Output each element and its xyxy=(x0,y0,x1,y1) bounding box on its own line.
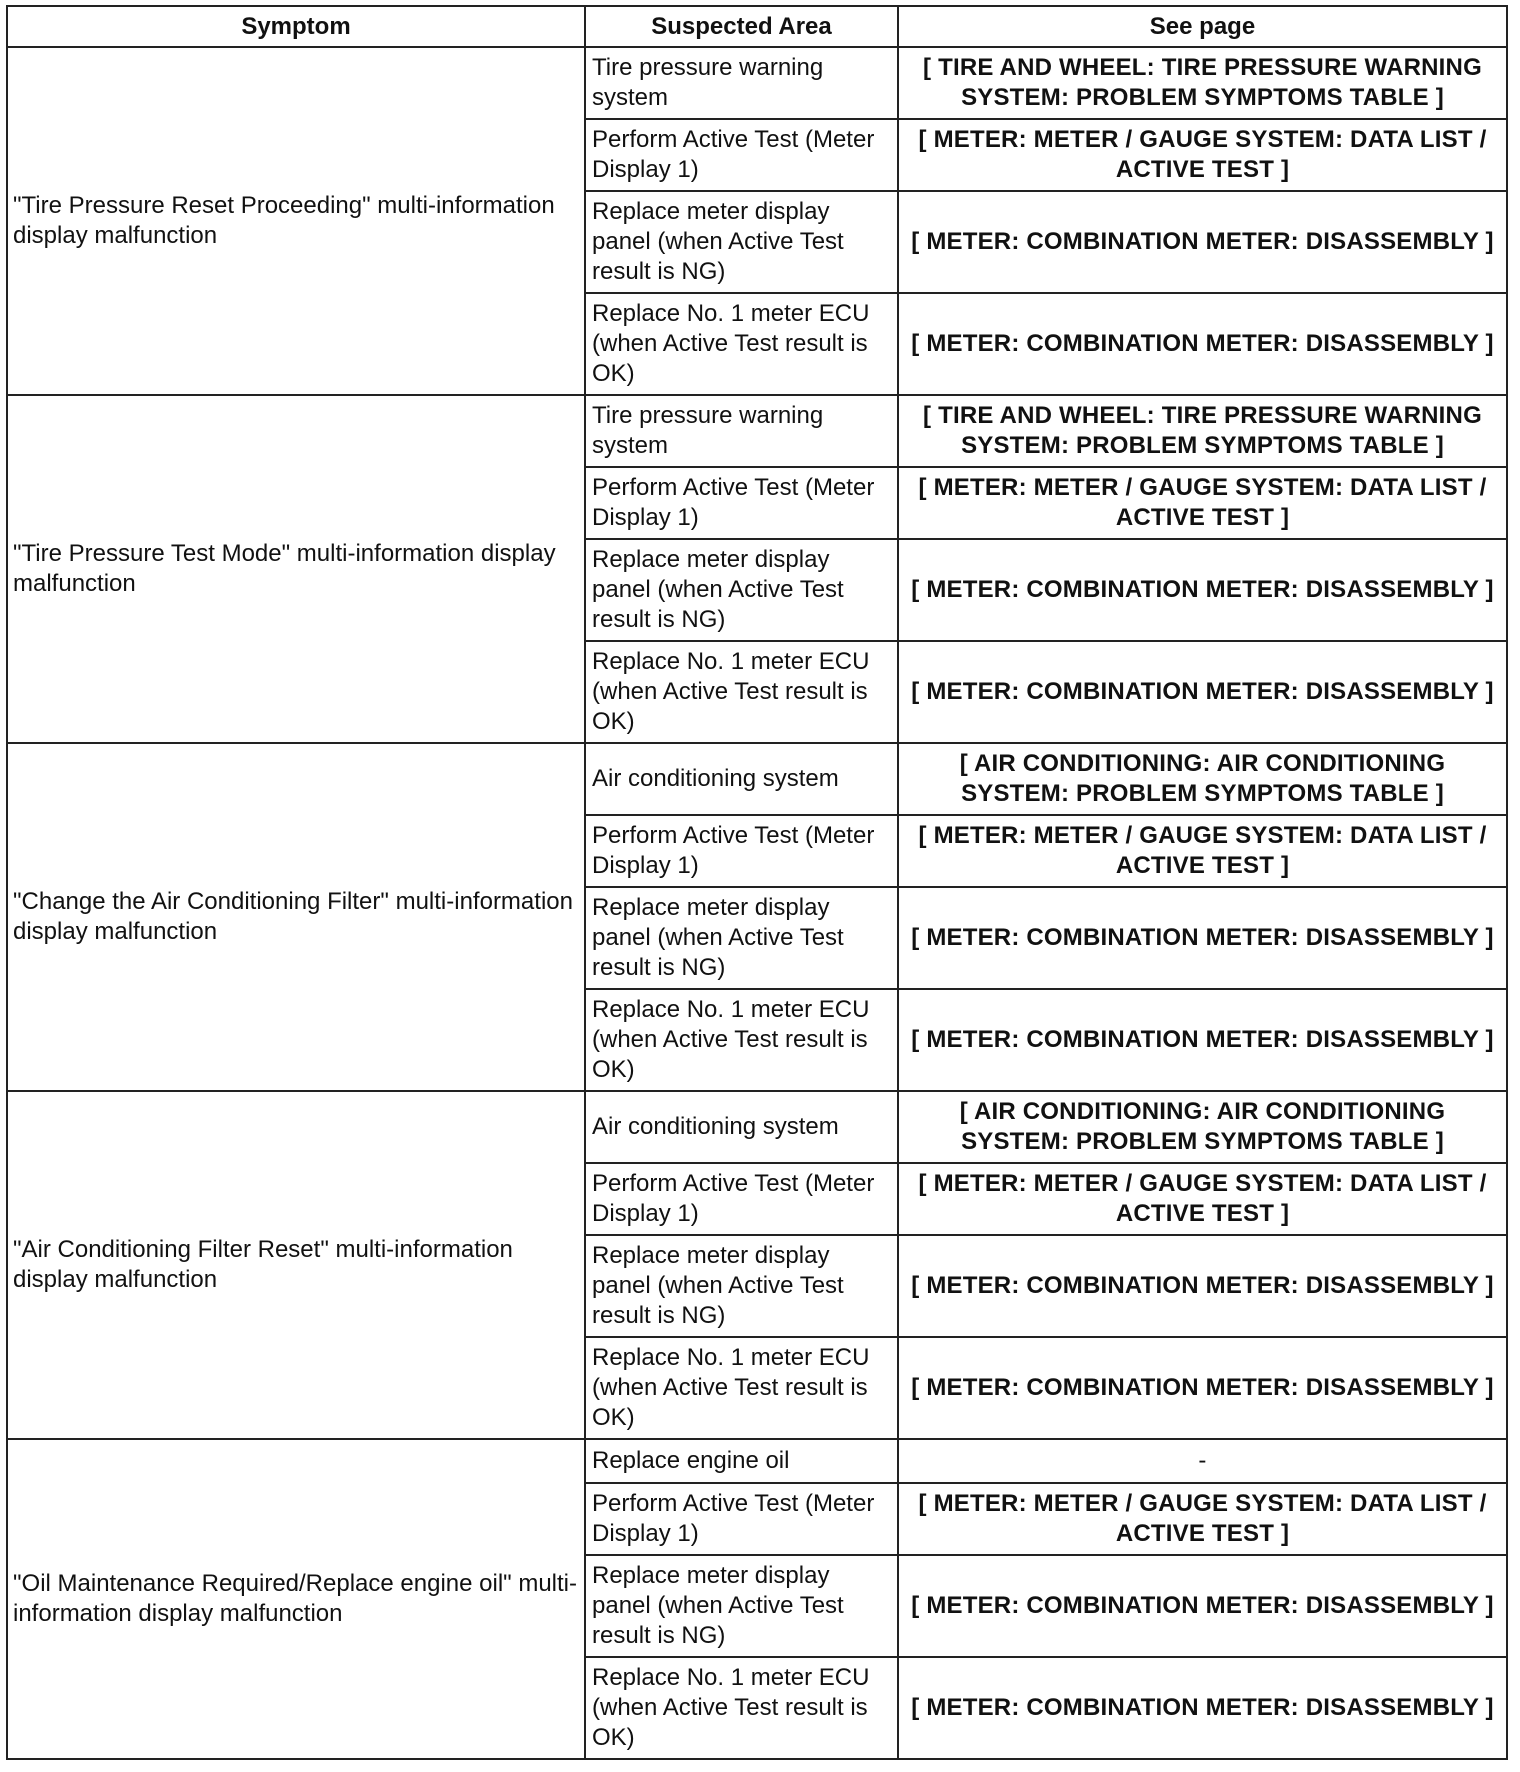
suspected-area-cell: Replace No. 1 meter ECU (when Active Test result is OK) xyxy=(585,293,898,395)
suspected-area-cell: Replace No. 1 meter ECU (when Active Test result is OK) xyxy=(585,641,898,743)
symptom-cell: "Air Conditioning Filter Reset" multi-information display malfunction xyxy=(7,1091,585,1439)
symptom-cell: "Tire Pressure Test Mode" multi-information display malfunction xyxy=(7,395,585,743)
see-page-cell: [ TIRE AND WHEEL: TIRE PRESSURE WARNING SYSTEM: PROBLEM SYMPTOMS TABLE ] xyxy=(898,395,1507,467)
see-page-cell: [ AIR CONDITIONING: AIR CONDITIONING SYSTEM: PROBLEM SYMPTOMS TABLE ] xyxy=(898,743,1507,815)
suspected-area-cell: Replace meter display panel (when Active Test result is NG) xyxy=(585,887,898,989)
table-row xyxy=(7,1091,1507,1163)
table-row xyxy=(7,395,1507,467)
see-page-cell: [ METER: METER / GAUGE SYSTEM: DATA LIST / ACTIVE TEST ] xyxy=(898,815,1507,887)
see-page-cell: [ METER: COMBINATION METER: DISASSEMBLY ] xyxy=(898,1337,1507,1439)
see-page-cell: [ METER: COMBINATION METER: DISASSEMBLY ] xyxy=(898,1657,1507,1759)
see-page-cell: [ METER: METER / GAUGE SYSTEM: DATA LIST / ACTIVE TEST ] xyxy=(898,1483,1507,1555)
suspected-area-cell: Replace No. 1 meter ECU (when Active Test result is OK) xyxy=(585,989,898,1091)
symptom-cell: "Change the Air Conditioning Filter" multi-information display malfunction xyxy=(7,743,585,1091)
see-page-cell: [ METER: METER / GAUGE SYSTEM: DATA LIST / ACTIVE TEST ] xyxy=(898,119,1507,191)
see-page-cell: [ METER: METER / GAUGE SYSTEM: DATA LIST / ACTIVE TEST ] xyxy=(898,1163,1507,1235)
see-page-cell: [ METER: COMBINATION METER: DISASSEMBLY ] xyxy=(898,539,1507,641)
see-page-cell: [ AIR CONDITIONING: AIR CONDITIONING SYSTEM: PROBLEM SYMPTOMS TABLE ] xyxy=(898,1091,1507,1163)
suspected-area-cell: Air conditioning system xyxy=(585,743,898,815)
see-page-cell: [ TIRE AND WHEEL: TIRE PRESSURE WARNING SYSTEM: PROBLEM SYMPTOMS TABLE ] xyxy=(898,47,1507,119)
suspected-area-cell: Perform Active Test (Meter Display 1) xyxy=(585,1163,898,1235)
suspected-area-cell: Air conditioning system xyxy=(585,1091,898,1163)
see-page-cell: [ METER: COMBINATION METER: DISASSEMBLY ] xyxy=(898,191,1507,293)
header-see-page: See page xyxy=(898,6,1507,47)
symptom-cell: "Tire Pressure Reset Proceeding" multi-information display malfunction xyxy=(7,47,585,395)
table-row xyxy=(7,47,1507,119)
see-page-cell: [ METER: COMBINATION METER: DISASSEMBLY ] xyxy=(898,1235,1507,1337)
table-row xyxy=(7,1439,1507,1483)
see-page-cell: - xyxy=(898,1439,1507,1483)
see-page-cell: [ METER: COMBINATION METER: DISASSEMBLY ] xyxy=(898,989,1507,1091)
suspected-area-cell: Tire pressure warning system xyxy=(585,47,898,119)
suspected-area-cell: Replace meter display panel (when Active Test result is NG) xyxy=(585,539,898,641)
suspected-area-cell: Replace meter display panel (when Active Test result is NG) xyxy=(585,1555,898,1657)
suspected-area-cell: Perform Active Test (Meter Display 1) xyxy=(585,815,898,887)
see-page-cell: [ METER: COMBINATION METER: DISASSEMBLY ] xyxy=(898,1555,1507,1657)
suspected-area-cell: Tire pressure warning system xyxy=(585,395,898,467)
suspected-area-cell: Perform Active Test (Meter Display 1) xyxy=(585,119,898,191)
symptom-cell: "Oil Maintenance Required/Replace engine oil" multi-information display malfunction xyxy=(7,1439,585,1759)
suspected-area-cell: Perform Active Test (Meter Display 1) xyxy=(585,467,898,539)
see-page-cell: [ METER: COMBINATION METER: DISASSEMBLY ] xyxy=(898,887,1507,989)
suspected-area-cell: Replace No. 1 meter ECU (when Active Test result is OK) xyxy=(585,1337,898,1439)
see-page-cell: [ METER: COMBINATION METER: DISASSEMBLY ] xyxy=(898,293,1507,395)
suspected-area-cell: Replace meter display panel (when Active Test result is NG) xyxy=(585,1235,898,1337)
see-page-cell: [ METER: COMBINATION METER: DISASSEMBLY ] xyxy=(898,641,1507,743)
problem-symptoms-table-container xyxy=(6,5,1506,1760)
suspected-area-cell: Replace meter display panel (when Active Test result is NG) xyxy=(585,191,898,293)
header-symptom: Symptom xyxy=(7,6,585,47)
problem-symptoms-table xyxy=(6,5,1508,1760)
suspected-area-cell: Replace No. 1 meter ECU (when Active Test result is OK) xyxy=(585,1657,898,1759)
suspected-area-cell: Replace engine oil xyxy=(585,1439,898,1483)
suspected-area-cell: Perform Active Test (Meter Display 1) xyxy=(585,1483,898,1555)
table-header-row xyxy=(7,6,1507,47)
table-row xyxy=(7,743,1507,815)
see-page-cell: [ METER: METER / GAUGE SYSTEM: DATA LIST / ACTIVE TEST ] xyxy=(898,467,1507,539)
header-suspected-area: Suspected Area xyxy=(585,6,898,47)
